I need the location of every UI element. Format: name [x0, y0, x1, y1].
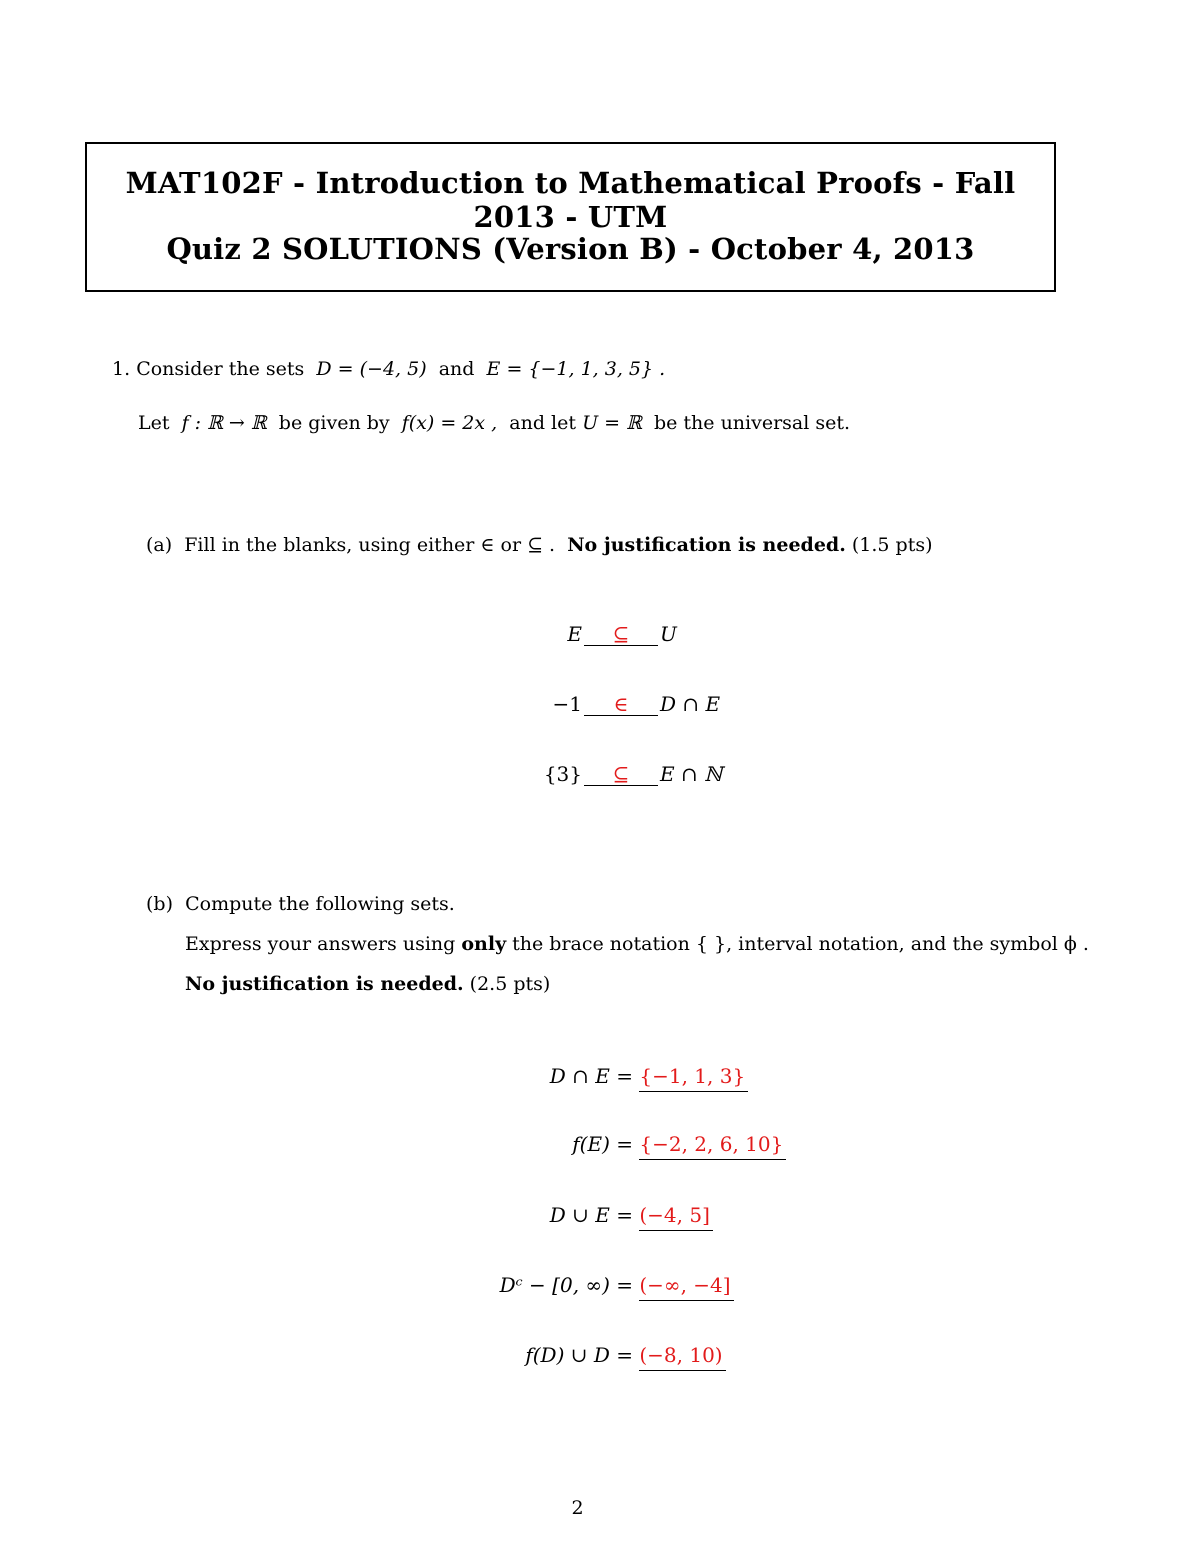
row-left: E	[567, 622, 582, 646]
part-b-row	[420, 1064, 748, 1092]
part-a-points: (1.5 pts)	[851, 534, 933, 556]
row-answer: (−∞, −4]	[639, 1273, 733, 1301]
row-lhs: Dᶜ − [0, ∞) =	[499, 1273, 633, 1297]
course-title: MAT102F - Introduction to Mathematical Proofs - Fall 2013 - UTM	[125, 166, 1016, 234]
problem-1-line-1	[112, 358, 665, 380]
express-prefix: Express your answers using	[185, 933, 456, 955]
part-b-row	[420, 1343, 726, 1371]
part-a-row	[470, 762, 730, 786]
problem-intro-text: Consider the sets	[136, 358, 305, 380]
set-e-definition: E = {−1, 1, 3, 5} .	[486, 358, 666, 380]
part-b-justification-line	[185, 973, 550, 995]
row-left: −1	[552, 692, 582, 716]
only-word: only	[461, 933, 507, 955]
row-answer: {−2, 2, 6, 10}	[639, 1132, 786, 1160]
part-a-heading	[146, 534, 933, 556]
part-a-label: (a)	[146, 534, 173, 556]
row-lhs: f(D) ∪ D =	[525, 1343, 633, 1367]
answer-blank: ⊆	[584, 623, 658, 646]
part-b-row	[420, 1273, 734, 1301]
and-word: and	[438, 358, 475, 380]
universal-set: U = ℝ	[582, 412, 642, 434]
answer-blank: ∈	[584, 693, 658, 716]
row-answer: (−8, 10)	[639, 1343, 725, 1371]
part-b-express-line	[185, 933, 1089, 955]
part-a-no-justification: No justification is needed.	[567, 534, 846, 556]
part-a-row	[470, 622, 730, 646]
row-right: D ∩ E	[660, 692, 721, 716]
universal-set-tail: be the universal set.	[653, 412, 851, 434]
part-b-instruction: Compute the following sets.	[185, 893, 455, 915]
part-b-no-justification: No justification is needed.	[185, 973, 464, 995]
row-lhs: f(E) =	[572, 1132, 633, 1156]
row-lhs: D ∪ E =	[549, 1203, 633, 1227]
part-b-points: (2.5 pts)	[469, 973, 551, 995]
express-suffix: the brace notation { }, interval notation, and the symbol ϕ .	[512, 933, 1089, 955]
row-answer: (−4, 5]	[639, 1203, 713, 1231]
function-definition: f(x) = 2x ,	[401, 412, 498, 434]
function-map: f : ℝ → ℝ	[181, 412, 267, 434]
answer-blank: ⊆	[584, 763, 658, 786]
part-b-row	[420, 1132, 786, 1160]
problem-1-line-2	[138, 412, 850, 434]
part-b-row	[420, 1203, 713, 1231]
part-a-instruction: Fill in the blanks, using either ∈ or ⊆ .	[184, 534, 556, 556]
part-b-heading	[146, 893, 455, 915]
page-number: 2	[571, 1497, 584, 1519]
let-word: Let	[138, 412, 170, 434]
row-right: U	[660, 622, 677, 646]
row-lhs: D ∩ E =	[549, 1064, 633, 1088]
row-answer: {−1, 1, 3}	[639, 1064, 748, 1092]
problem-number: 1.	[112, 358, 131, 380]
quiz-title: Quiz 2 SOLUTIONS (Version B) - October 4, 2013	[166, 232, 975, 266]
row-right: E ∩ ℕ	[660, 762, 723, 786]
part-b-label: (b)	[146, 893, 173, 915]
row-left: {3}	[543, 762, 582, 786]
and-let-text: and let	[509, 412, 577, 434]
set-d-definition: D = (−4, 5)	[316, 358, 427, 380]
part-a-row	[470, 692, 730, 716]
be-given-by-text: be given by	[278, 412, 390, 434]
title-box	[85, 142, 1056, 292]
